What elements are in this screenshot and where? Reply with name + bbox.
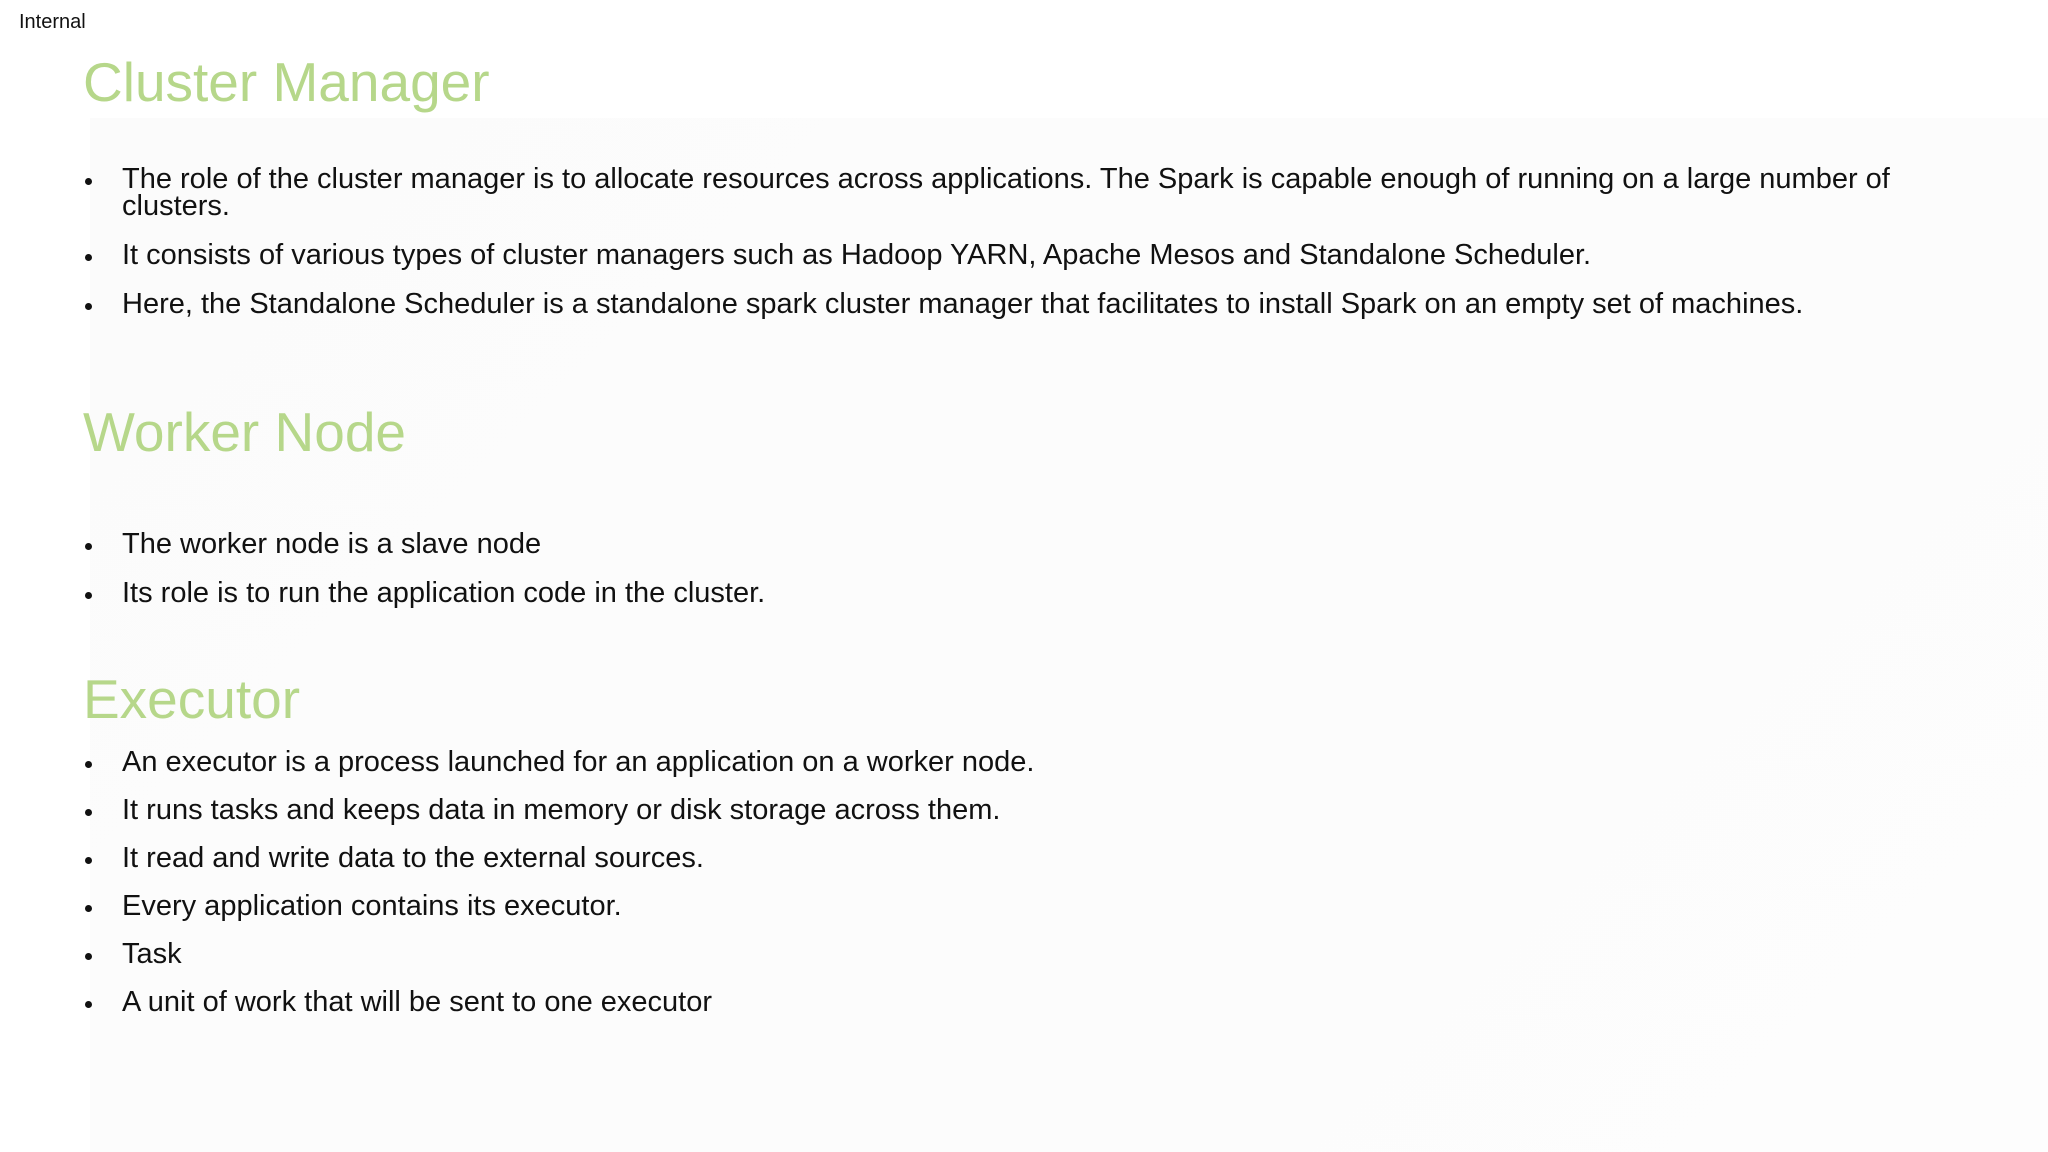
section-title-worker-node: Worker Node xyxy=(83,401,406,463)
list-item: A unit of work that will be sent to one executor xyxy=(83,989,1963,1016)
bullet-list-worker-node xyxy=(83,528,1963,629)
list-item: Here, the Standalone Scheduler is a standalone spark cluster manager that facilitates to install Spark on an empty set of machines. xyxy=(83,291,1963,318)
classification-label: Internal xyxy=(19,11,86,33)
list-item: It runs tasks and keeps data in memory or disk storage across them. xyxy=(83,797,1963,824)
list-item: The role of the cluster manager is to allocate resources across applications. The Spark is capable enough of running on a large number of clusters. xyxy=(83,166,1963,220)
list-item: It consists of various types of cluster managers such as Hadoop YARN, Apache Mesos and Standalone Scheduler. xyxy=(83,242,1963,269)
list-item: Every application contains its executor. xyxy=(83,893,1963,920)
list-item: The worker node is a slave node xyxy=(83,531,1963,558)
list-item: Its role is to run the application code in the cluster. xyxy=(83,580,1963,607)
bullet-list-cluster-manager xyxy=(83,163,1963,340)
list-item: It read and write data to the external sources. xyxy=(83,845,1963,872)
list-item: Task xyxy=(83,941,1963,968)
list-item: An executor is a process launched for an application on a worker node. xyxy=(83,749,1963,776)
section-title-executor: Executor xyxy=(83,668,301,730)
section-title-cluster-manager: Cluster Manager xyxy=(83,51,490,113)
bullet-list-executor xyxy=(83,746,1963,1037)
